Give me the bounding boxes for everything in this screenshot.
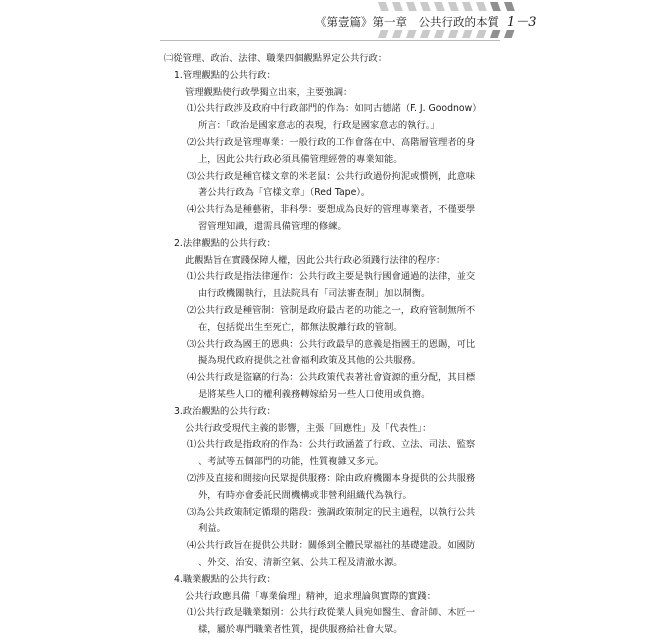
page-body bbox=[164, 51, 509, 639]
header-rule bbox=[160, 40, 500, 41]
section-heading: ㈡從管理、政治、法律、職業四個觀點界定公共行政： bbox=[164, 53, 388, 64]
body-text-line: ⑵公共行政是種管制：管制是政府最古老的功能之一，政府管制無所不 bbox=[187, 304, 476, 316]
body-text-line: 利益。 bbox=[198, 523, 226, 535]
body-text-line: ⑶為公共政策制定循環的階段：強調政策制定的民主過程，以執行公共 bbox=[187, 506, 476, 518]
body-text-line: ⑶公共行政是種官樣文章的米老鼠：公共行政過份拘泥或慣例，此意味 bbox=[187, 170, 476, 182]
body-text-line: 此觀點旨在實踐保障人權，因此公共行政必須踐行法律的程序： bbox=[185, 254, 446, 266]
body-text-line: ⑴公共行政涉及政府中行政部門的作為：如同古德諾（F. J. Goodnow） bbox=[187, 103, 482, 115]
body-text-line: 、外交、治安、清新空氣、公共工程及清澈水源。 bbox=[198, 556, 403, 568]
body-text-line: ⑴公共行政是指法律運作：公共行政主要是執行國會通過的法律，並交 bbox=[187, 271, 476, 283]
body-text-line: 、考試等五個部門的功能，性質複雜又多元。 bbox=[198, 456, 384, 468]
body-text-line: 樣，屬於專門職業者性質，提供服務給社會大眾。 bbox=[198, 624, 403, 636]
body-text-line: 外，有時亦會委託民間機構或非營利組織代為執行。 bbox=[198, 489, 412, 501]
body-text-line: ⑵公共行政是管理專業：一般行政的工作會落在中、高階層管理者的身 bbox=[187, 136, 476, 148]
body-text-line: 公共行政受現代主義的影響，主張「回應性」及「代表性」： bbox=[185, 422, 432, 434]
body-text-line: 是將某些人口的權利義務轉嫁給另一些人口使用或負擔。 bbox=[198, 388, 431, 400]
body-text-line: ⑷公共行為是種藝術，非科學：要想成為良好的管理專業者，不僅要學 bbox=[187, 204, 476, 216]
page-number: 1－3 bbox=[507, 15, 537, 30]
running-header bbox=[311, 11, 541, 30]
section-heading: 4.職業觀點的公共行政： bbox=[174, 573, 276, 585]
body-text-line: 管理觀點使行政學獨立出來，主要強調： bbox=[185, 86, 353, 98]
body-text-line: ⑷公共行政是盜竊的行為：公共政策代表著社會資源的重分配，其目標 bbox=[187, 372, 476, 384]
chapter-title: 《第壹篇》第一章 公共行政的本質 bbox=[315, 15, 499, 29]
body-text-line: ⑴公共行政是職業類別：公共行政從業人員宛如醫生、會計師、木匠一 bbox=[187, 607, 476, 619]
page-header bbox=[0, 0, 655, 44]
body-text-line: 上，因此公共行政必須具備管理經營的專業知能。 bbox=[198, 153, 403, 165]
body-text-line: ⑴公共行政是指政府的作為：公共行政涵蓋了行政、立法、司法、監察 bbox=[187, 439, 476, 451]
body-text-line: 擬為現代政府提供之社會福利政策及其他的公共服務。 bbox=[198, 355, 422, 367]
body-text-line: 習管理知識，還需具備管理的修練。 bbox=[198, 220, 347, 232]
body-text-line: 在，包括從出生至死亡，都無法脫離行政的管制。 bbox=[198, 321, 403, 333]
section-heading: 3.政治觀點的公共行政： bbox=[174, 405, 276, 417]
body-text-line: ⑶公共行政為國王的恩典：公共行政最早的意義是指國王的恩賜，可比 bbox=[187, 338, 476, 350]
body-text-line: ⑵涉及直接和間接向民眾提供服務：除由政府機關本身提供的公共服務 bbox=[187, 472, 476, 484]
body-text-line: 所言：「政治是國家意志的表現，行政是國家意志的執行。」 bbox=[198, 120, 440, 132]
body-text-line: 由行政機關執行，且法院具有「司法審查制」加以制衡。 bbox=[198, 288, 431, 300]
body-text-line: 公共行政應具備「專業倫理」精神，追求理論與實際的實踐： bbox=[185, 590, 437, 602]
section-heading: 2.法律觀點的公共行政： bbox=[174, 237, 276, 249]
body-text-line: 著公共行政為「官樣文章」（Red Tape）。 bbox=[198, 187, 371, 199]
section-heading: 1.管理觀點的公共行政： bbox=[174, 69, 276, 81]
body-text-line: ⑷公共行政旨在提供公共財：關係到全體民眾福社的基礎建設。如國防 bbox=[187, 540, 476, 552]
